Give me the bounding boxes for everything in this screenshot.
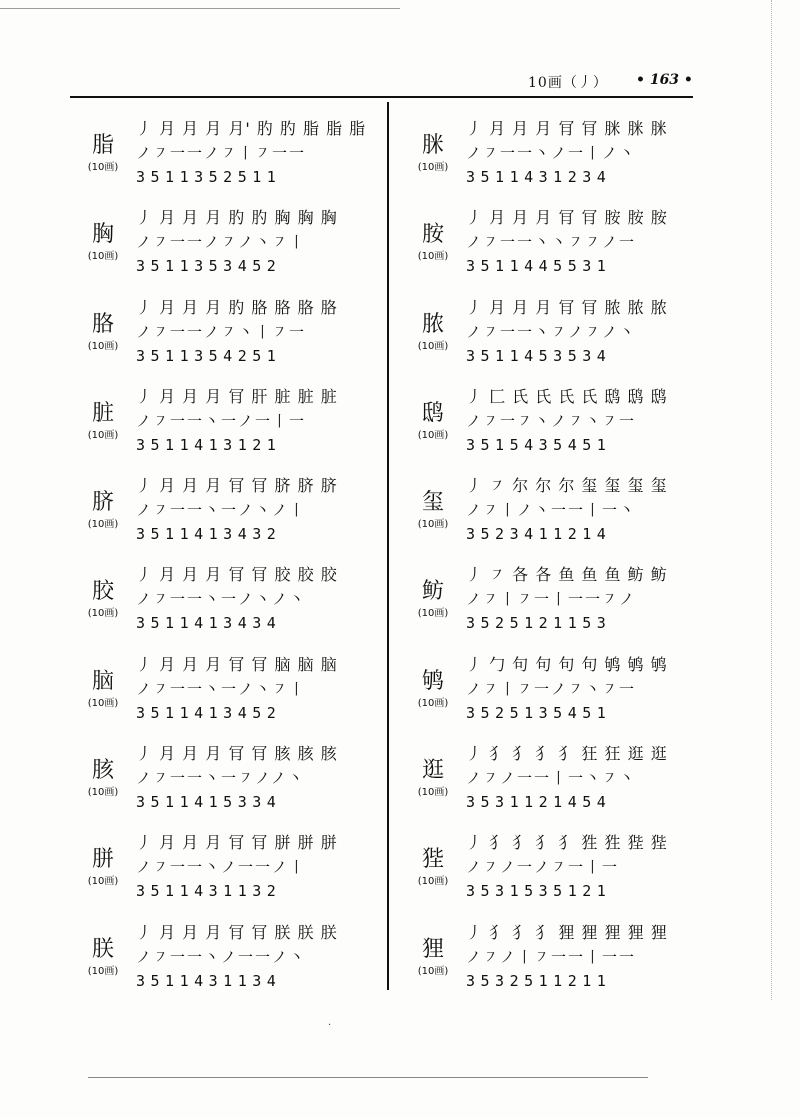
character: 玺 <box>421 490 444 516</box>
stroke-shapes: ノ㇇一一丶一ノ丶㇇丨 <box>136 679 307 698</box>
page-number: • 163 • <box>636 72 693 88</box>
stroke-codes: 3523411214 <box>466 525 612 544</box>
stroke-count: (10画) <box>87 340 119 352</box>
stroke-shapes: ノ㇇ノ一ノ㇇一丨一 <box>466 858 620 877</box>
stroke-sequence: 丿 犭 犭 犭 犭 狌 狌 狴 狴 <box>466 833 668 853</box>
character: 脑 <box>91 668 114 694</box>
stroke-codes: 3511413432 <box>136 525 282 544</box>
stroke-shapes: ノ㇇一㇇丶ノ㇇丶㇇一 <box>466 411 637 430</box>
stroke-codes: 3515435451 <box>466 435 612 454</box>
stroke-sequence: 丿 月 月 月 肎 肎 朕 朕 朕 <box>136 922 338 942</box>
character: 狸 <box>421 936 444 962</box>
stroke-count: (10画) <box>417 965 449 977</box>
stroke-sequence: 丿 匚 氏 氏 氏 氏 鸱 鸱 鸱 <box>466 386 668 406</box>
stroke-sequence: 丿 月 月 月 肎 肎 胺 胺 胺 <box>466 208 668 228</box>
character-entry <box>408 916 708 1005</box>
stroke-codes: 3511445531 <box>466 257 612 276</box>
stroke-sequence: 丿 月 月 月 肎 肎 脑 脑 脑 <box>136 654 338 674</box>
stroke-shapes: ノ㇇一一ノ㇇丶丨㇇一 <box>136 322 307 341</box>
character: 朕 <box>91 936 114 962</box>
character-entry <box>78 380 378 469</box>
stroke-shapes: ノ㇇一一丶一ノ一丨一 <box>136 411 307 430</box>
stroke-count: (10画) <box>417 519 449 531</box>
character-entry <box>78 201 378 290</box>
stroke-shapes: ノ㇇丨㇇一ノ㇇丶㇇一 <box>466 679 637 698</box>
stroke-count: (10画) <box>417 787 449 799</box>
stroke-count: (10画) <box>87 162 119 173</box>
character: 胳 <box>91 311 114 337</box>
stroke-shapes: ノ㇇一一丶ノ一一ノ丶 <box>136 947 307 966</box>
character-entry <box>408 469 708 558</box>
stroke-sequence: 丿 犭 犭 犭 犭 狂 狂 逛 逛 <box>466 744 668 764</box>
character: 脏 <box>91 400 114 426</box>
stroke-sequence: 丿 月 月 月 肎 肎 脒 脒 脒 <box>466 119 668 138</box>
stroke-count: (10画) <box>417 429 449 441</box>
stroke-sequence: 丿 ㇇ 各 各 鱼 鱼 鱼 鲂 鲂 <box>466 565 668 585</box>
stroke-shapes: ノ㇇一一ノ㇇ノ丶㇇丨 <box>136 233 307 252</box>
stroke-count: (10画) <box>87 608 119 620</box>
character: 胺 <box>421 222 444 248</box>
stroke-codes: 3511453534 <box>466 346 612 365</box>
header-rule <box>70 96 693 98</box>
right-column <box>408 112 708 1005</box>
stroke-codes: 3511415334 <box>136 793 282 812</box>
character-entry <box>408 112 708 201</box>
stroke-count: (10画) <box>417 876 449 888</box>
stroke-sequence: 丿 犭 犭 犭 狸 狸 狸 狸 狸 <box>466 922 668 942</box>
character-entry <box>408 648 708 737</box>
stroke-count: (10画) <box>87 965 119 977</box>
character: 脐 <box>91 490 114 516</box>
stroke-count: (10画) <box>87 876 119 888</box>
character: 脒 <box>421 133 444 158</box>
character-entry <box>78 648 378 737</box>
character-entry <box>408 737 708 826</box>
character: 脓 <box>421 311 444 337</box>
character: 胼 <box>91 847 114 873</box>
stroke-sequence: 丿 月 月 月 肎 肎 脐 脐 脐 <box>136 476 338 496</box>
stroke-codes: 3511354251 <box>136 346 282 365</box>
stroke-sequence: 丿 月 月 月 肎 肎 胼 胼 胼 <box>136 833 338 853</box>
character-entry <box>78 112 378 201</box>
character: 狴 <box>421 847 444 873</box>
stroke-sequence: 丿 月 月 月 肎 肎 脓 脓 脓 <box>466 297 668 317</box>
column-divider <box>387 102 389 990</box>
stroke-shapes: ノ㇇ノ一一丨一丶㇇丶 <box>466 769 637 788</box>
character-entry <box>408 826 708 915</box>
stroke-shapes: ノ㇇一一丶一㇇ノノ丶 <box>136 769 305 788</box>
stroke-codes: 3511431234 <box>466 168 612 186</box>
stroke-count: (10画) <box>417 162 449 173</box>
character-entry <box>78 916 378 1005</box>
stroke-codes: 3511413452 <box>136 703 282 722</box>
page-edge <box>771 0 772 1000</box>
page-header <box>0 70 800 92</box>
stroke-sequence: 丿 月 月 月 肎 肎 胶 胶 胶 <box>136 565 338 585</box>
stray-dot: · <box>328 1020 332 1031</box>
stroke-shapes: ノ㇇一一ノ㇇丨㇇一一 <box>136 144 307 162</box>
stroke-count: (10画) <box>417 697 449 709</box>
character-entry <box>78 826 378 915</box>
stroke-sequence: 丿 月 月 月 肎 肝 脏 脏 脏 <box>136 386 338 406</box>
stroke-codes: 3511413121 <box>136 435 282 454</box>
stroke-sequence: 丿 月 月 月 肑 肑 胸 胸 胸 <box>136 208 338 228</box>
stroke-shapes: ノ㇇丨㇇一丨一一㇇ノ <box>466 590 637 609</box>
stroke-shapes: ノ㇇一一丶丶㇇㇇ノ一 <box>466 233 637 252</box>
stroke-codes: 3511353452 <box>136 257 282 276</box>
stroke-sequence: 丿 ㇇ 尔 尔 尔 玺 玺 玺 玺 <box>466 476 668 496</box>
stroke-shapes: ノ㇇一一丶一ノ丶ノ丶 <box>136 590 307 609</box>
bottom-rule <box>88 1077 648 1078</box>
stroke-codes: 3525135451 <box>466 703 612 722</box>
stroke-codes: 3511431132 <box>136 882 282 901</box>
character-entry <box>78 469 378 558</box>
character: 胸 <box>91 222 114 248</box>
character-entry <box>78 558 378 647</box>
stroke-shapes: ノ㇇一一丶一ノ丶ノ丨 <box>136 501 307 520</box>
character-entry <box>408 558 708 647</box>
stroke-codes: 3511413434 <box>136 614 282 633</box>
stroke-count: (10画) <box>87 251 119 263</box>
stroke-shapes: ノ㇇丨ノ丶一一丨一丶 <box>466 501 637 520</box>
stroke-count: (10画) <box>87 787 119 799</box>
stroke-count: (10画) <box>87 697 119 709</box>
character: 脂 <box>91 133 114 158</box>
stroke-count: (10画) <box>417 251 449 263</box>
character-entry <box>408 380 708 469</box>
stroke-count: (10画) <box>417 340 449 352</box>
stroke-codes: 3511352511 <box>136 168 282 186</box>
character-entry <box>78 291 378 380</box>
stroke-shapes: ノ㇇一一丶ノ一丨ノ丶 <box>466 144 637 162</box>
character: 鸲 <box>421 668 444 694</box>
stroke-count: (10画) <box>87 519 119 531</box>
character: 胶 <box>91 579 114 605</box>
stroke-sequence: 丿 月 月 月 肎 肎 胲 胲 胲 <box>136 744 338 764</box>
stroke-shapes: ノ㇇一一丶ノ一一ノ丨 <box>136 858 307 877</box>
stroke-sequence: 丿 勹 句 句 句 句 鸲 鸲 鸲 <box>466 654 668 674</box>
left-column <box>78 112 378 1005</box>
character: 鲂 <box>421 579 444 605</box>
character: 鸱 <box>421 400 444 426</box>
stroke-sequence: 丿 月 月 月 月' 肑 肑 脂 脂 脂 <box>136 119 367 138</box>
stroke-shapes: ノ㇇一一丶㇇ノ㇇ノ丶 <box>466 322 637 341</box>
stroke-codes: 3531535121 <box>466 882 612 901</box>
stroke-codes: 3531121454 <box>466 793 612 812</box>
character-entry <box>408 201 708 290</box>
stroke-codes: 3511431134 <box>136 971 282 990</box>
top-rule <box>0 8 400 9</box>
character: 逛 <box>421 758 444 784</box>
section-label: 10画（丿） <box>528 75 608 91</box>
stroke-codes: 3525121153 <box>466 614 612 633</box>
stroke-count: (10画) <box>417 608 449 620</box>
stroke-sequence: 丿 月 月 月 肑 胳 胳 胳 胳 <box>136 297 338 317</box>
stroke-count: (10画) <box>87 429 119 441</box>
character-entry <box>408 291 708 380</box>
character-entry <box>78 737 378 826</box>
stroke-codes: 3532511211 <box>466 971 612 990</box>
character: 胲 <box>91 758 114 784</box>
stroke-shapes: ノ㇇ノ丨㇇一一丨一一 <box>466 947 637 966</box>
